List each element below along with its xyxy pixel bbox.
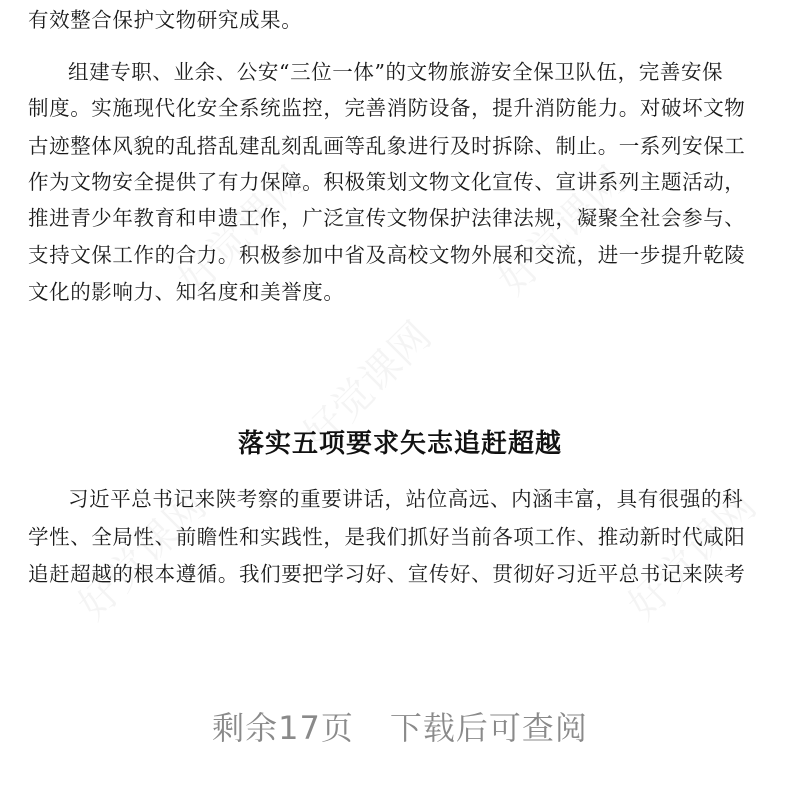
section-title: 落实五项要求矢志追赶超越 [237,429,562,459]
paragraph-line: 作为文物安全提供了有力保障。积极策划文物文化宣传、宣讲系列主题活动， [28,170,746,194]
paragraph-line: 有效整合保护文物研究成果。 [28,8,303,32]
remaining-pages-count: 剩余17页 [212,709,354,747]
remaining-pages-banner[interactable] [0,706,800,750]
paragraph-line: 习近平总书记来陕考察的重要讲话，站位高远、内涵丰富，具有很强的科 [68,487,744,511]
paragraph-line: 古迹整体风貌的乱搭乱建乱刻乱画等乱象进行及时拆除、制止。一系列安保工 [28,134,746,158]
download-hint: 下载后可查阅 [389,709,588,747]
paragraph-line: 支持文保工作的合力。积极参加中省及高校文物外展和交流，进一步提升乾陵 [28,243,746,267]
paragraph-line: 制度。实施现代化安全系统监控，完善消防设备，提升消防能力。对破坏文物 [28,96,746,120]
paragraph-line: 组建专职、业余、公安“三位一体”的文物旅游安全保卫队伍，完善安保 [68,60,724,84]
paragraph-line: 学性、全局性、前瞻性和实践性，是我们抓好当前各项工作、推动新时代咸阳 [28,525,746,549]
paragraph-line: 推进青少年教育和申遗工作，广泛宣传文物保护法律法规，凝聚全社会参与、 [28,206,746,230]
paragraph-line: 追赶超越的根本遵循。我们要把学习好、宣传好、贯彻好习近平总书记来陕考 [28,562,746,586]
paragraph-line: 文化的影响力、知名度和美誉度。 [28,280,345,304]
